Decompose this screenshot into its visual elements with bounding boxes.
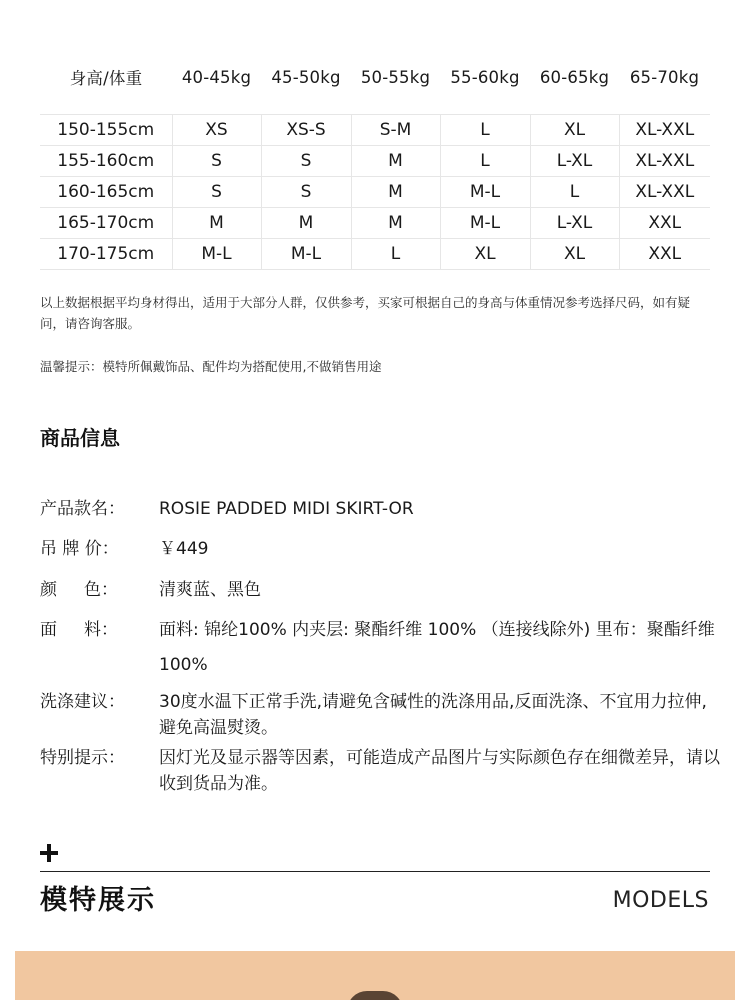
size-cell: L-XL	[530, 208, 619, 239]
info-label: 洗涤建议：	[40, 692, 125, 712]
size-cell: M	[351, 208, 440, 239]
header-cell-height-weight: 身高/体重	[69, 69, 143, 88]
info-row-style-name	[40, 492, 720, 527]
size-cell: XS-S	[261, 115, 351, 146]
header-cell-weight: 55-60kg	[450, 67, 520, 87]
size-cell: M	[351, 146, 440, 177]
size-chart-row	[40, 177, 710, 208]
accessories-tip: 温馨提示：模特所佩戴饰品、配件均为搭配使用,不做销售用途	[40, 359, 382, 374]
size-cell: XL	[440, 239, 530, 270]
header-cell-weight: 45-50kg	[271, 67, 341, 87]
size-cell: L	[440, 115, 530, 146]
section-divider	[40, 871, 710, 872]
size-cell: XL-XXL	[619, 177, 710, 208]
height-cell: 155-160cm	[40, 146, 172, 177]
size-cell: S	[172, 146, 261, 177]
size-cell: XL-XXL	[619, 146, 710, 177]
info-label: 产品款名：	[40, 499, 125, 519]
info-row-color	[40, 573, 720, 608]
models-section-title: 模特展示	[40, 885, 156, 916]
height-cell: 170-175cm	[40, 239, 172, 270]
size-chart-row	[40, 208, 710, 239]
size-chart-row	[40, 239, 710, 270]
info-label: 特别提示：	[40, 748, 125, 768]
size-cell: XS	[172, 115, 261, 146]
info-row-care	[40, 689, 720, 741]
height-cell: 160-165cm	[40, 177, 172, 208]
size-cell: M	[172, 208, 261, 239]
header-cell-weight: 65-70kg	[629, 67, 700, 87]
size-cell: S	[261, 146, 351, 177]
info-label: 颜 色：	[40, 580, 119, 600]
size-cell: XL-XXL	[619, 115, 710, 146]
info-value-tag-price: ￥449	[159, 539, 209, 559]
size-cell: S-M	[351, 115, 440, 146]
size-chart-table	[40, 56, 710, 270]
size-cell: L	[351, 239, 440, 270]
info-row-special-note	[40, 745, 720, 797]
size-cell: L-XL	[530, 146, 619, 177]
size-chart-row	[40, 146, 710, 177]
header-cell-weight: 50-55kg	[360, 67, 431, 87]
info-value-fabric: 面料: 锦纶100% 内夹层: 聚酯纤维 100% （连接线除外) 里布：聚酯纤维100%	[159, 620, 715, 675]
size-cell: XL	[530, 115, 619, 146]
size-cell: M-L	[172, 239, 261, 270]
size-cell: M	[261, 208, 351, 239]
model-hair-shape	[347, 991, 403, 1000]
product-info-title: 商品信息	[40, 426, 120, 450]
info-value-care: 30度水温下正常手洗,请避免含碱性的洗涤用品,反面洗涤、不宜用力拉伸,避免高温熨烫。	[159, 692, 707, 738]
size-cell: M-L	[440, 208, 530, 239]
size-cell: L	[530, 177, 619, 208]
info-value-color: 清爽蓝、黑色	[159, 580, 261, 600]
size-chart-header-row	[40, 56, 710, 98]
info-value-special-note: 因灯光及显示器等因素，可能造成产品图片与实际颜色存在细微差异，请以收到货品为准。	[159, 748, 720, 794]
size-cell: S	[261, 177, 351, 208]
plus-icon	[40, 844, 58, 862]
header-cell-weight: 40-45kg	[181, 67, 252, 87]
info-label: 吊 牌 价：	[40, 539, 119, 559]
size-chart-row	[40, 115, 710, 146]
size-cell: XXL	[619, 208, 710, 239]
size-cell: M	[351, 177, 440, 208]
info-row-tag-price	[40, 532, 720, 567]
info-row-fabric	[40, 613, 720, 683]
models-section-title-en: MODELS	[612, 888, 709, 913]
height-cell: 150-155cm	[40, 115, 172, 146]
size-cell: M-L	[440, 177, 530, 208]
size-cell: XL	[530, 239, 619, 270]
size-cell: L	[440, 146, 530, 177]
height-cell: 165-170cm	[40, 208, 172, 239]
model-photo	[15, 951, 735, 1000]
size-cell: XXL	[619, 239, 710, 270]
header-cell-weight: 60-65kg	[539, 67, 610, 87]
size-cell: S	[172, 177, 261, 208]
info-value-style-name: ROSIE PADDED MIDI SKIRT-OR	[159, 499, 414, 519]
size-chart-note: 以上数据根据平均身材得出，适用于大部分人群，仅供参考，买家可根据自己的身高与体重情况参考选择尺码，如有疑问，请咨询客服。	[40, 295, 691, 331]
size-cell: M-L	[261, 239, 351, 270]
info-label: 面 料：	[40, 620, 119, 640]
